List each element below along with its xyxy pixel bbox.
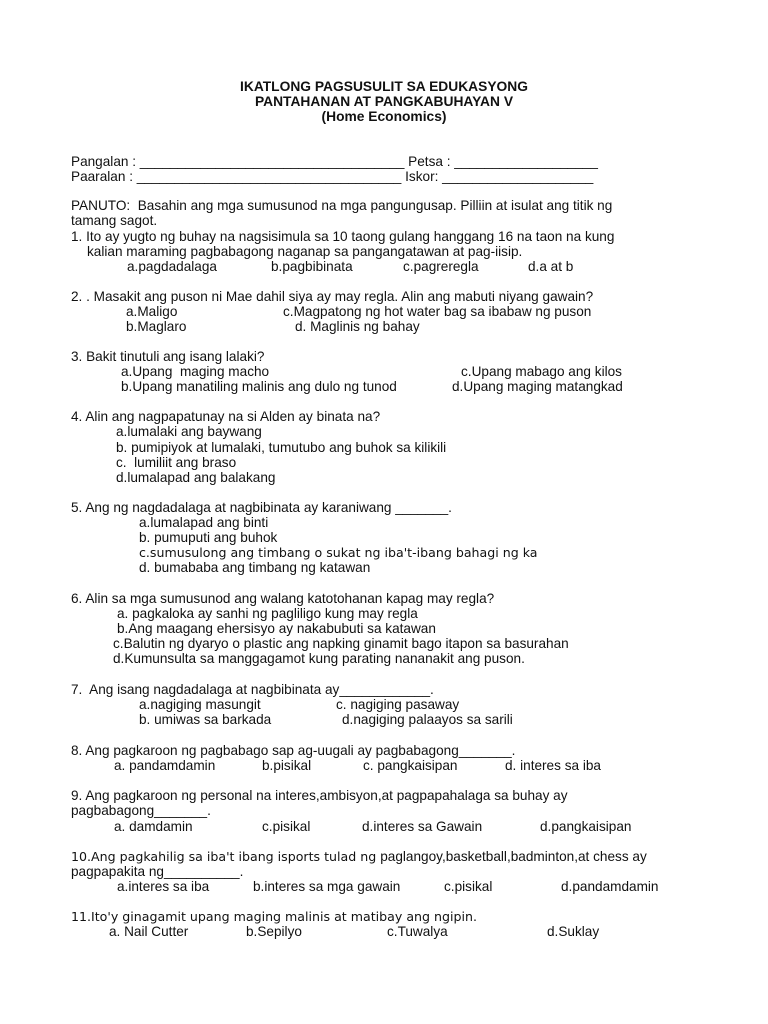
- q2-option-d[interactable]: d. Maglinis ng bahay: [295, 319, 420, 334]
- exam-title-line2: PANTAHANAN AT PANGKABUHAYAN V: [254, 94, 514, 109]
- q1-option-d[interactable]: d.a at b: [528, 259, 574, 274]
- q10-option-d[interactable]: d.pandamdamin: [561, 879, 659, 894]
- question-9: 9. Ang pagkaroon ng personal na interes,ambisyon,at pagpapahalaga sa buhay ay: [71, 788, 568, 803]
- q4-option-a[interactable]: a.lumalaki ang baywang: [116, 424, 262, 439]
- question-6: 6. Alin sa mga sumusunod ang walang katotohanan kapag may regla?: [71, 591, 495, 606]
- instructions-line1: PANUTO: Basahin ang mga sumusunod na mga pangungusap. Pilliin at isulat ang titik ng: [71, 198, 613, 213]
- q6-option-d[interactable]: d.Kumunsulta sa manggagamot kung parating nananakit ang puson.: [113, 651, 525, 666]
- q11-option-c[interactable]: c.Tuwalya: [387, 924, 448, 939]
- q6-option-c[interactable]: c.Balutin ng dyaryo o plastic ang napking ginamit bago itapon sa basurahan: [113, 636, 569, 651]
- q11-option-d[interactable]: d.Suklay: [547, 924, 600, 939]
- q1-option-a[interactable]: a.pagdadalaga: [127, 259, 217, 274]
- question-7: 7. Ang isang nagdadalaga at nagbibinata ay____________.: [71, 682, 434, 697]
- q6-option-b[interactable]: b.Ang maagang ehersisyo ay nakabubuti sa katawan: [117, 621, 436, 636]
- q10-option-a[interactable]: a.interes sa iba: [117, 879, 210, 894]
- q2-option-a[interactable]: a.Maligo: [126, 304, 178, 319]
- q2-option-b[interactable]: b.Maglaro: [126, 319, 187, 334]
- q7-option-c[interactable]: c. nagiging pasaway: [336, 697, 460, 712]
- date-field[interactable]: ___________________: [454, 154, 598, 169]
- school-field[interactable]: ___________________________________: [136, 169, 402, 184]
- school-score-row: [71, 169, 593, 185]
- question-3: 3. Bakit tinutuli ang isang lalaki?: [71, 349, 265, 364]
- q4-option-c[interactable]: c. lumiliit ang braso: [116, 455, 237, 470]
- q8-option-b[interactable]: b.pisikal: [262, 758, 312, 773]
- question-4: 4. Alin ang nagpapatunay na si Alden ay binata na?: [71, 409, 381, 424]
- q4-option-b[interactable]: b. pumipiyok at lumalaki, tumutubo ang buhok sa kilikili: [116, 440, 447, 455]
- question-10-sports: paglangoy,basketball,badminton,at chess ay: [380, 849, 647, 864]
- q1-option-b[interactable]: b.pagbibinata: [271, 259, 353, 274]
- q9-option-c[interactable]: d.interes sa Gawain: [362, 819, 483, 834]
- q3-option-b[interactable]: b.Upang manatiling malinis ang dulo ng tunod: [121, 379, 397, 394]
- q10-option-c[interactable]: c.pisikal: [444, 879, 493, 894]
- q7-option-b[interactable]: b. umiwas sa barkada: [139, 712, 272, 727]
- name-field[interactable]: ___________________________________: [139, 154, 405, 169]
- question-1: 1. Ito ay yugto ng buhay na nagsisimula sa 10 taong gulang hanggang 16 na taon na kung: [71, 229, 615, 244]
- q9-option-d[interactable]: d.pangkaisipan: [540, 819, 632, 834]
- q3-option-d[interactable]: d.Upang maging matangkad: [452, 379, 623, 394]
- question-11: 11.Ito'y ginagamit upang maging malinis at matibay ang ngipin.: [71, 909, 477, 924]
- score-field[interactable]: ____________________: [442, 169, 594, 184]
- q8-option-d[interactable]: d. interes sa iba: [505, 758, 601, 773]
- q7-option-a[interactable]: a.nagiging masungit: [139, 697, 261, 712]
- school-label: Paaralan :: [71, 169, 137, 184]
- question-9-continued: pagbabagong_______.: [71, 803, 211, 818]
- q6-option-a[interactable]: a. pagkaloka ay sanhi ng pagliligo kung may regla: [117, 606, 418, 621]
- q2-option-c[interactable]: c.Magpatong ng hot water bag sa ibabaw ng puson: [283, 304, 592, 319]
- question-10-continued: pagpapakita ng__________.: [71, 864, 244, 879]
- question-5: 5. Ang ng nagdadalaga at nagbibinata ay karaniwang _______.: [71, 500, 452, 515]
- q9-option-b[interactable]: c.pisikal: [262, 819, 311, 834]
- q9-option-a[interactable]: a. damdamin: [114, 819, 193, 834]
- question-1-continued: kalian maraming pagbabagong naganap sa pangangatawan at pag-iisip.: [87, 244, 523, 259]
- q3-option-c[interactable]: c.Upang mabago ang kilos: [461, 364, 622, 379]
- date-label: Petsa :: [404, 154, 455, 169]
- q11-option-a[interactable]: a. Nail Cutter: [109, 924, 189, 939]
- q7-option-d[interactable]: d.nagiging palaayos sa sarili: [342, 712, 513, 727]
- q8-option-c[interactable]: c. pangkaisipan: [363, 758, 458, 773]
- q5-option-d[interactable]: d. bumababa ang timbang ng katawan: [139, 560, 371, 575]
- question-10: [71, 849, 647, 865]
- q5-option-a[interactable]: a.lumalapad ang binti: [139, 515, 269, 530]
- question-8: 8. Ang pagkaroon ng pagbabago sap ag-uugali ay pagbabagong_______.: [71, 743, 516, 758]
- name-date-row: [71, 154, 598, 170]
- q4-option-d[interactable]: d.lumalapad ang balakang: [116, 470, 276, 485]
- exam-title-line1: IKATLONG PAGSUSULIT SA EDUKASYONG: [240, 79, 528, 94]
- q10-option-b[interactable]: b.interes sa mga gawain: [253, 879, 401, 894]
- q3-option-a[interactable]: a.Upang maging macho: [121, 364, 270, 379]
- instructions-line2: tamang sagot.: [71, 213, 158, 228]
- q11-option-b[interactable]: b.Sepilyo: [246, 924, 302, 939]
- q1-option-c[interactable]: c.pagreregla: [403, 259, 479, 274]
- q8-option-a[interactable]: a. pandamdamin: [114, 758, 216, 773]
- name-label: Pangalan :: [71, 154, 140, 169]
- question-10-start: 10.Ang pagkahilig sa iba't ibang isports tulad ng: [71, 849, 381, 864]
- exam-subtitle: (Home Economics): [321, 109, 447, 124]
- score-label: Iskor:: [401, 169, 443, 184]
- q5-option-b[interactable]: b. pumuputi ang buhok: [139, 530, 278, 545]
- q5-option-c[interactable]: c.sumusulong ang timbang o sukat ng iba't-ibang bahagi ng ka: [139, 545, 538, 560]
- question-2: 2. . Masakit ang puson ni Mae dahil siya ay may regla. Alin ang mabuti niyang gawain?: [71, 289, 594, 304]
